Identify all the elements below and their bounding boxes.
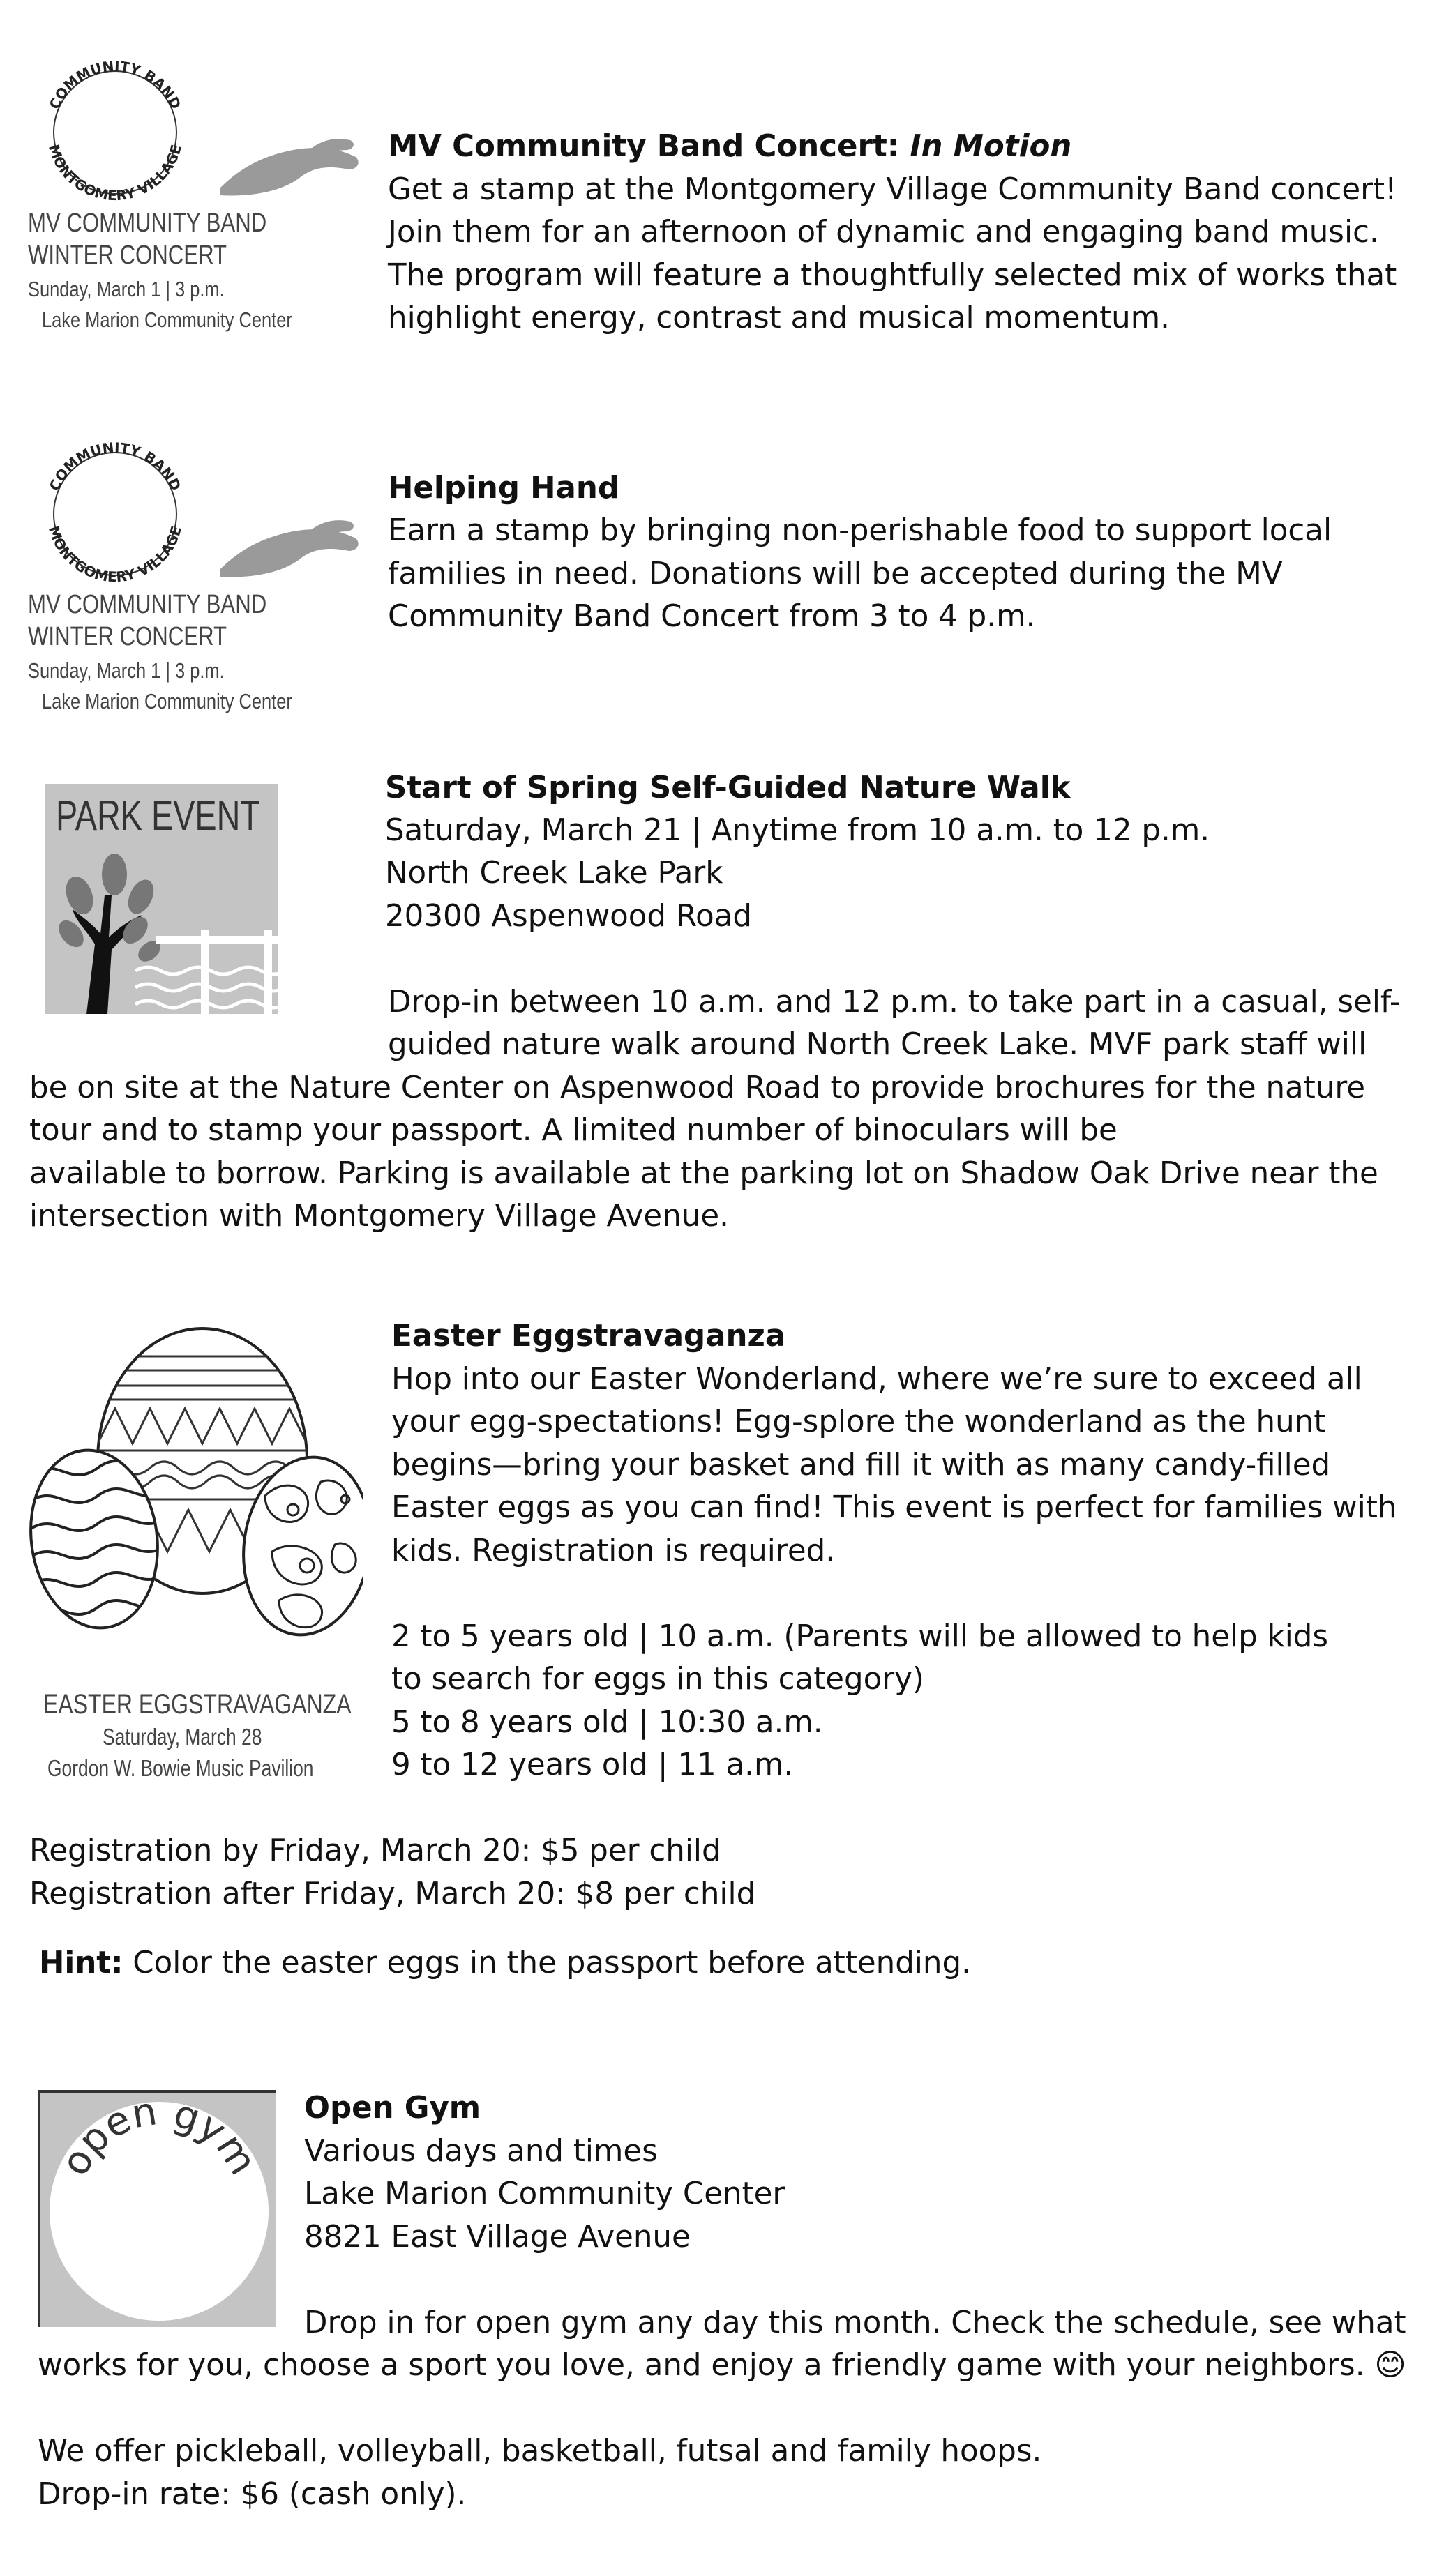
svg-text:COMMUNITY BAND bbox=[46, 58, 185, 112]
nature-walk-info-1: Saturday, March 21 | Anytime from 10 a.m. to 12 p.m. bbox=[385, 813, 1210, 848]
svg-text:COMMUNITY BAND bbox=[46, 439, 185, 494]
concert-title bbox=[388, 126, 1071, 169]
band-logo-2-line2: WINTER CONCERT bbox=[28, 622, 227, 651]
band-logo-2-date: Sunday, March 1 | 3 p.m. bbox=[28, 658, 225, 683]
easter-registration-1: Registration by Friday, March 20: $5 per child bbox=[29, 1833, 721, 1868]
concert-title-italic: In Motion bbox=[910, 129, 1072, 164]
open-gym-info-3: 8821 East Village Avenue bbox=[304, 2220, 691, 2255]
helping-hand-line-2: families in need. Donations will be accepted during the MV bbox=[388, 556, 1283, 591]
open-gym-body-2: works for you, choose a sport you love, and enjoy a friendly game with your neighbors. 😊 bbox=[38, 2348, 1406, 2383]
concert-line-4: highlight energy, contrast and musical momentum. bbox=[388, 301, 1170, 335]
ring-text-bottom: MONTGOMERY VILLAGE bbox=[45, 142, 185, 204]
easter-logo-date: Saturday, March 28 bbox=[103, 1724, 262, 1750]
nature-walk-body-6: intersection with Montgomery Village Avenue. bbox=[29, 1199, 729, 1234]
easter-hint-label: Hint: bbox=[39, 1946, 123, 1980]
svg-text:MONTGOMERY VILLAGE bbox=[45, 524, 185, 585]
open-gym-logo-text: open gym bbox=[52, 2093, 266, 2183]
concert-line-3: The program will feature a thoughtfully selected mix of works that bbox=[388, 258, 1397, 293]
band-logo-2-line1: MV COMMUNITY BAND bbox=[28, 590, 267, 619]
open-gym-info-1: Various days and times bbox=[304, 2134, 658, 2169]
easter-age-1: 2 to 5 years old | 10 a.m. (Parents will be allowed to help kids bbox=[391, 1619, 1329, 1654]
open-gym-info-2: Lake Marion Community Center bbox=[304, 2176, 785, 2211]
nature-walk-info-2: North Creek Lake Park bbox=[385, 856, 723, 891]
band-emblem-icon bbox=[28, 52, 370, 206]
nature-walk-body-1: Drop-in between 10 a.m. and 12 p.m. to take part in a casual, self- bbox=[388, 985, 1401, 1020]
easter-line-3: begins—bring your basket and fill it with as many candy-filled bbox=[391, 1448, 1331, 1483]
hand-icon bbox=[220, 139, 359, 195]
tree-icon bbox=[45, 784, 278, 1014]
ring-text-top-2: COMMUNITY BAND bbox=[45, 439, 185, 494]
helping-hand-line-3: Community Band Concert from 3 to 4 p.m. bbox=[388, 599, 1036, 634]
band-logo-2 bbox=[28, 434, 370, 727]
open-gym-body-1: Drop in for open gym any day this month. Check the schedule, see what bbox=[304, 2305, 1406, 2340]
easter-hint bbox=[39, 1942, 971, 1985]
easter-line-1: Hop into our Easter Wonderland, where we’re sure to exceed all bbox=[391, 1362, 1362, 1397]
helping-hand-line-1: Earn a stamp by bringing non-perishable food to support local bbox=[388, 513, 1332, 548]
easter-logo bbox=[28, 1321, 391, 1796]
nature-walk-body-4: tour and to stamp your passport. A limited number of binoculars will be bbox=[29, 1113, 1118, 1148]
nature-walk-title: Start of Spring Self-Guided Nature Walk bbox=[385, 771, 1071, 805]
easter-eggs-icon bbox=[28, 1321, 363, 1663]
park-event-badge bbox=[45, 784, 278, 1014]
open-gym-logo bbox=[38, 2090, 276, 2327]
band-logo-date: Sunday, March 1 | 3 p.m. bbox=[28, 277, 225, 301]
band-emblem-icon-2 bbox=[28, 434, 370, 587]
ring-text-bottom-2: MONTGOMERY VILLAGE bbox=[45, 524, 185, 586]
band-logo-2-venue: Lake Marion Community Center bbox=[42, 689, 292, 713]
helping-hand-title: Helping Hand bbox=[388, 471, 619, 506]
concert-line-1: Get a stamp at the Montgomery Village Community Band concert! bbox=[388, 172, 1397, 207]
easter-age-3: 5 to 8 years old | 10:30 a.m. bbox=[391, 1705, 823, 1740]
band-logo-venue: Lake Marion Community Center bbox=[42, 308, 292, 332]
nature-walk-info-3: 20300 Aspenwood Road bbox=[385, 899, 752, 934]
easter-line-2: your egg-spectations! Egg-splore the wonderland as the hunt bbox=[391, 1404, 1326, 1439]
svg-text:MONTGOMERY VILLAGE bbox=[45, 142, 185, 204]
concert-title-prefix: MV Community Band Concert: bbox=[388, 129, 910, 164]
easter-registration-2: Registration after Friday, March 20: $8 per child bbox=[29, 1877, 756, 1911]
easter-logo-title: EASTER EGGSTRAVAGANZA bbox=[43, 1689, 352, 1720]
band-logo-line2: WINTER CONCERT bbox=[28, 241, 227, 270]
easter-title: Easter Eggstravaganza bbox=[391, 1319, 786, 1354]
open-gym-icon bbox=[40, 2093, 276, 2327]
nature-walk-body-3: be on site at the Nature Center on Aspenwood Road to provide brochures for the nature bbox=[29, 1070, 1366, 1105]
concert-line-2: Join them for an afternoon of dynamic and engaging band music. bbox=[388, 215, 1379, 250]
easter-age-2: to search for eggs in this category) bbox=[391, 1662, 924, 1697]
nature-walk-body-2: guided nature walk around North Creek Lake. MVF park staff will bbox=[388, 1027, 1367, 1062]
open-gym-offer-2: Drop-in rate: $6 (cash only). bbox=[38, 2477, 467, 2512]
easter-logo-venue: Gordon W. Bowie Music Pavilion bbox=[47, 1755, 314, 1781]
hand-icon-2 bbox=[220, 520, 359, 577]
easter-line-4: Easter eggs as you can find! This event is perfect for families with bbox=[391, 1490, 1397, 1525]
easter-age-4: 9 to 12 years old | 11 a.m. bbox=[391, 1748, 794, 1782]
easter-hint-text: Color the easter eggs in the passport before attending. bbox=[123, 1946, 971, 1980]
open-gym-title: Open Gym bbox=[304, 2091, 481, 2126]
ring-text-top: COMMUNITY BAND bbox=[45, 57, 185, 112]
easter-line-5: kids. Registration is required. bbox=[391, 1533, 836, 1568]
open-gym-offer-1: We offer pickleball, volleyball, basketball, futsal and family hoops. bbox=[38, 2434, 1042, 2469]
band-logo bbox=[28, 52, 370, 345]
park-event-badge-label: PARK EVENT bbox=[56, 792, 261, 839]
nature-walk-body-5: available to borrow. Parking is available at the parking lot on Shadow Oak Drive near the bbox=[29, 1156, 1378, 1191]
band-logo-line1: MV COMMUNITY BAND bbox=[28, 209, 267, 238]
